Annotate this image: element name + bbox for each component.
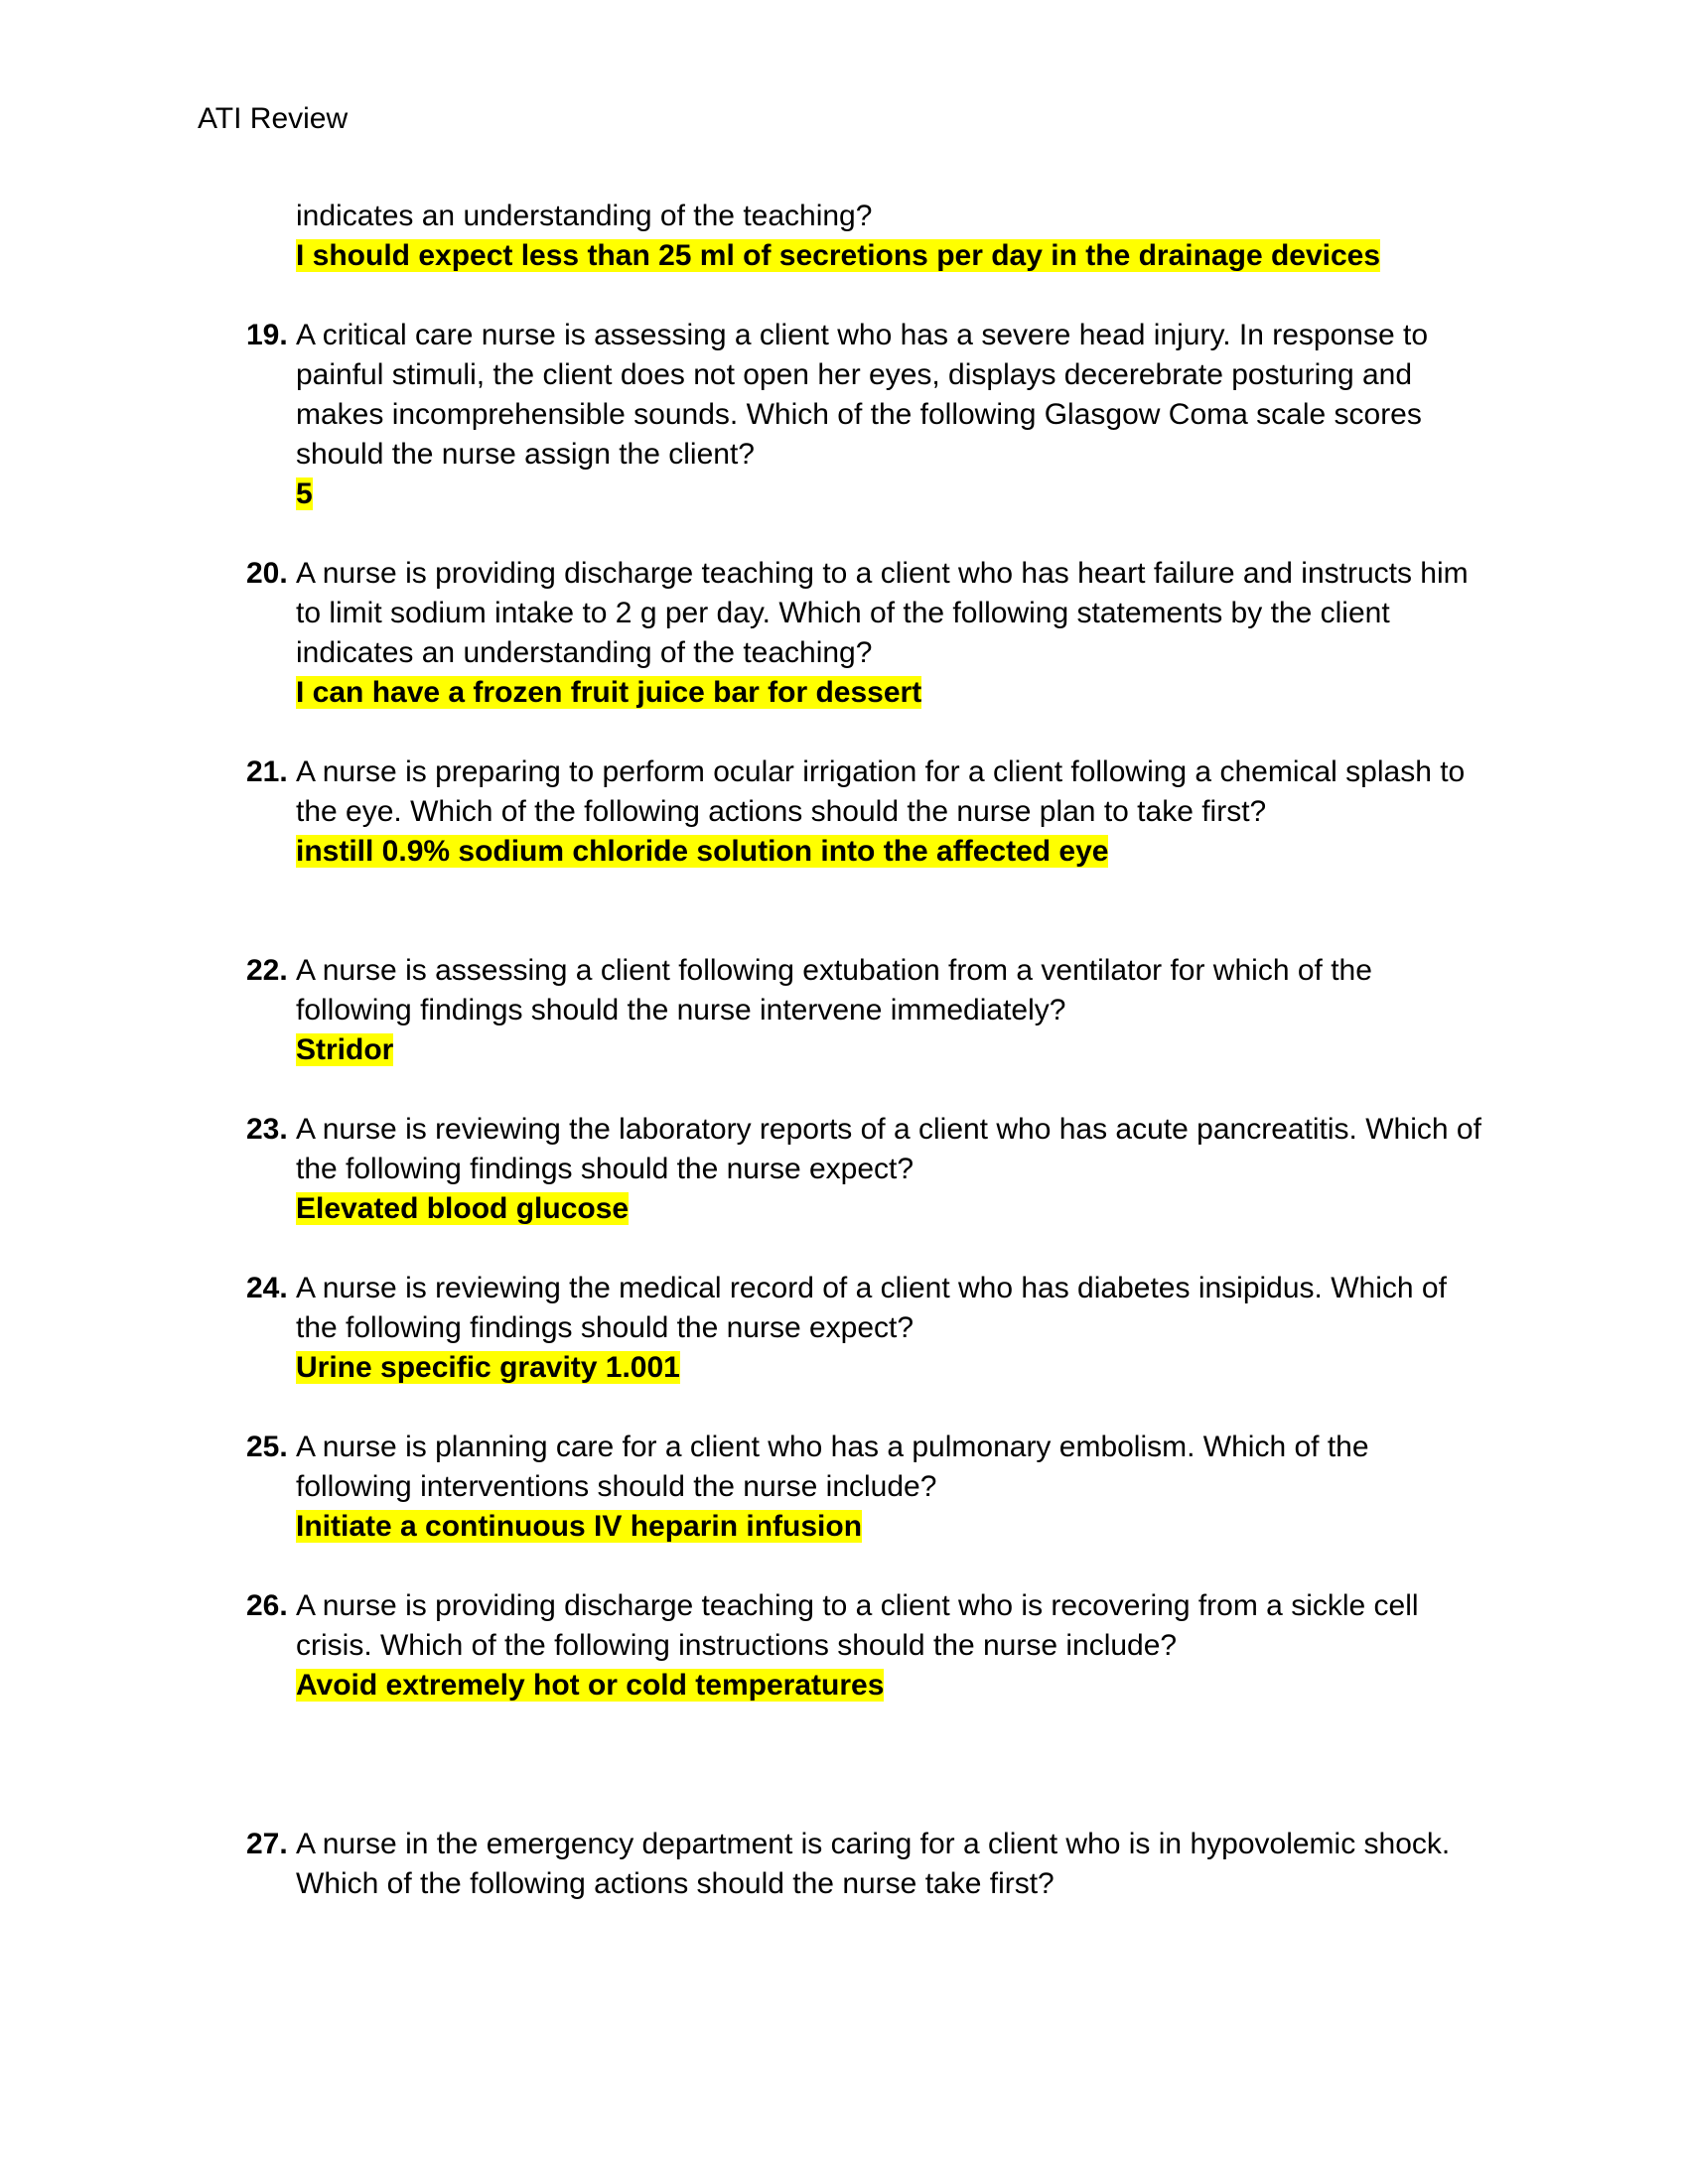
question-26 bbox=[0, 1586, 1487, 1706]
question-23 bbox=[0, 1110, 1487, 1229]
question-text: A nurse is preparing to perform ocular irrigation for a client following a chemical splash to the eye. Which of the following actions should the nurse plan to take first? bbox=[296, 755, 1466, 828]
question-22 bbox=[0, 951, 1487, 1070]
continued-question bbox=[0, 197, 1487, 276]
answer-highlight: instill 0.9% sodium chloride solution into the affected eye bbox=[296, 835, 1109, 868]
question-21 bbox=[0, 752, 1487, 872]
answer-highlight: Urine specific gravity 1.001 bbox=[296, 1351, 680, 1384]
question-number: 21. bbox=[246, 755, 288, 788]
answer-highlight: 5 bbox=[296, 478, 313, 510]
answer-highlight: Stridor bbox=[296, 1033, 394, 1066]
question-text: A nurse is assessing a client following extubation from a ventilator for which of the following findings should the nurse intervene immediately? bbox=[296, 954, 1372, 1026]
document-body bbox=[0, 197, 1688, 1904]
question-text: A nurse is reviewing the medical record of a client who has diabetes insipidus. Which of the following findings should the nurse expect? bbox=[296, 1272, 1447, 1344]
question-20 bbox=[0, 554, 1487, 713]
answer-highlight: I can have a frozen fruit juice bar for dessert bbox=[296, 676, 922, 709]
question-text: A nurse in the emergency department is caring for a client who is in hypovolemic shock. Which of the following actions should the nurse take first? bbox=[296, 1828, 1451, 1900]
question-text: A nurse is providing discharge teaching to a client who has heart failure and instructs him to limit sodium intake to 2 g per day. Which of the following statements by the client indicates an understanding of the teaching? bbox=[296, 557, 1469, 669]
page-header: ATI Review bbox=[198, 102, 349, 135]
question-number: 19. bbox=[246, 319, 288, 351]
answer-highlight: I should expect less than 25 ml of secretions per day in the drainage devices bbox=[296, 239, 1381, 272]
question-number: 24. bbox=[246, 1272, 288, 1304]
answer-highlight: Initiate a continuous IV heparin infusion bbox=[296, 1510, 863, 1543]
question-number: 23. bbox=[246, 1113, 288, 1146]
question-number: 25. bbox=[246, 1431, 288, 1463]
question-number: 22. bbox=[246, 954, 288, 987]
question-24 bbox=[0, 1269, 1487, 1388]
question-text: A nurse is providing discharge teaching to a client who is recovering from a sickle cell crisis. Which of the following instructions should the nurse include? bbox=[296, 1589, 1419, 1662]
question-text: A nurse is planning care for a client who has a pulmonary embolism. Which of the following interventions should the nurse include? bbox=[296, 1431, 1369, 1503]
question-25 bbox=[0, 1428, 1487, 1547]
question-text: A nurse is reviewing the laboratory reports of a client who has acute pancreatitis. Which of the following findings should the nurse expect? bbox=[296, 1113, 1481, 1185]
question-19 bbox=[0, 316, 1487, 514]
question-text: indicates an understanding of the teaching? bbox=[296, 200, 873, 232]
question-27 bbox=[0, 1825, 1487, 1904]
question-number: 20. bbox=[246, 557, 288, 590]
question-number: 27. bbox=[246, 1828, 288, 1860]
answer-highlight: Elevated blood glucose bbox=[296, 1192, 630, 1225]
answer-highlight: Avoid extremely hot or cold temperatures bbox=[296, 1669, 885, 1702]
question-text: A critical care nurse is assessing a client who has a severe head injury. In response to painful stimuli, the client does not open her eyes, displays decerebrate posturing and makes incomprehensible sounds. Which of the following Glasgow Coma scale scores should the nurse assign the client? bbox=[296, 319, 1429, 471]
question-number: 26. bbox=[246, 1589, 288, 1622]
